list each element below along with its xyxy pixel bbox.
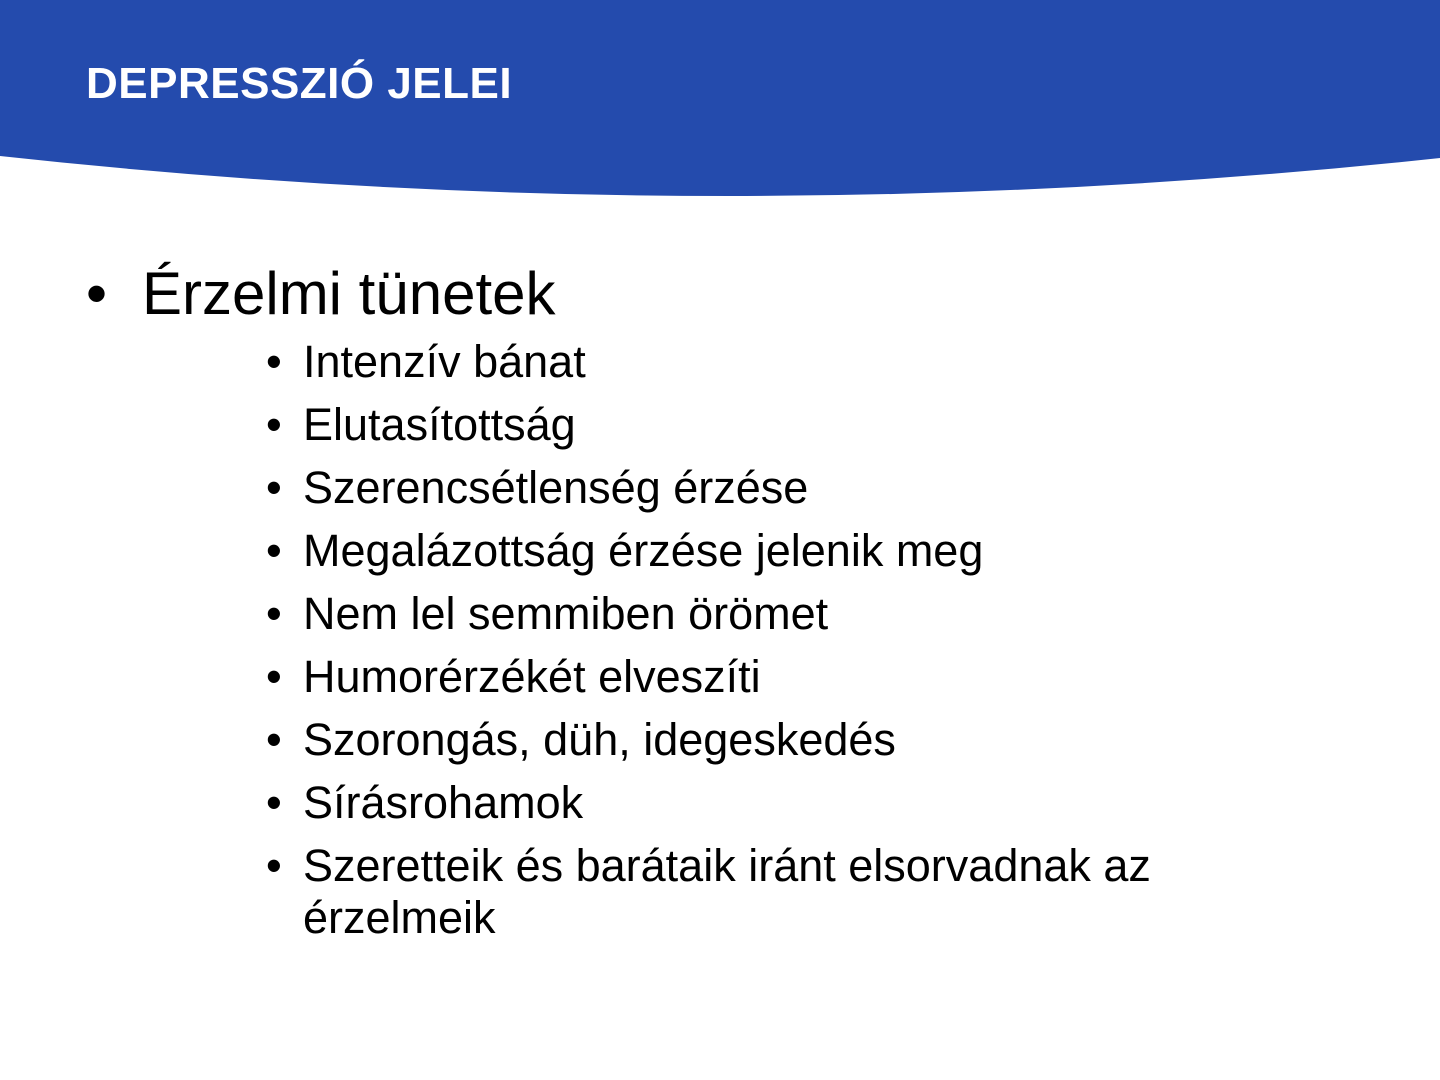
bullet-marker: • — [266, 777, 282, 828]
bullet-marker: • — [266, 588, 282, 639]
bullet-marker: • — [86, 260, 108, 327]
sub-bullet-text: Elutasítottság — [303, 399, 576, 450]
slide-title: DEPRESSZIÓ JELEI — [86, 59, 513, 108]
bullet-marker: • — [266, 840, 282, 891]
sub-bullet-text: Szorongás, düh, idegeskedés — [303, 714, 896, 765]
sub-bullet-item — [266, 588, 1223, 640]
sub-bullet-text: Szeretteik és barátaik iránt elsorvadnak az érzelmeik — [303, 840, 1151, 943]
sub-bullet-item — [266, 462, 1223, 514]
slide-body — [86, 258, 1346, 955]
bullet-marker: • — [266, 399, 282, 450]
sub-bullet-list — [86, 336, 1346, 944]
bullet-marker: • — [266, 525, 282, 576]
sub-bullet-item — [266, 840, 1223, 944]
bullet-marker: • — [266, 714, 282, 765]
sub-bullet-item — [266, 651, 1223, 703]
sub-bullet-text: Humorérzékét elveszíti — [303, 651, 761, 702]
sub-bullet-item — [266, 399, 1223, 451]
sub-bullet-text: Megalázottság érzése jelenik meg — [303, 525, 984, 576]
sub-bullet-item — [266, 714, 1223, 766]
sub-bullet-text: Szerencsétlenség érzése — [303, 462, 809, 513]
bullet-marker: • — [266, 462, 282, 513]
main-bullet-text: Érzelmi tünetek — [142, 260, 556, 327]
bullet-marker: • — [266, 336, 282, 387]
sub-bullet-item — [266, 525, 1223, 577]
sub-bullet-text: Sírásrohamok — [303, 777, 584, 828]
sub-bullet-text: Nem lel semmiben örömet — [303, 588, 829, 639]
bullet-marker: • — [266, 651, 282, 702]
sub-bullet-item — [266, 336, 1223, 388]
main-bullet — [86, 258, 1346, 330]
sub-bullet-item — [266, 777, 1223, 829]
sub-bullet-text: Intenzív bánat — [303, 336, 586, 387]
